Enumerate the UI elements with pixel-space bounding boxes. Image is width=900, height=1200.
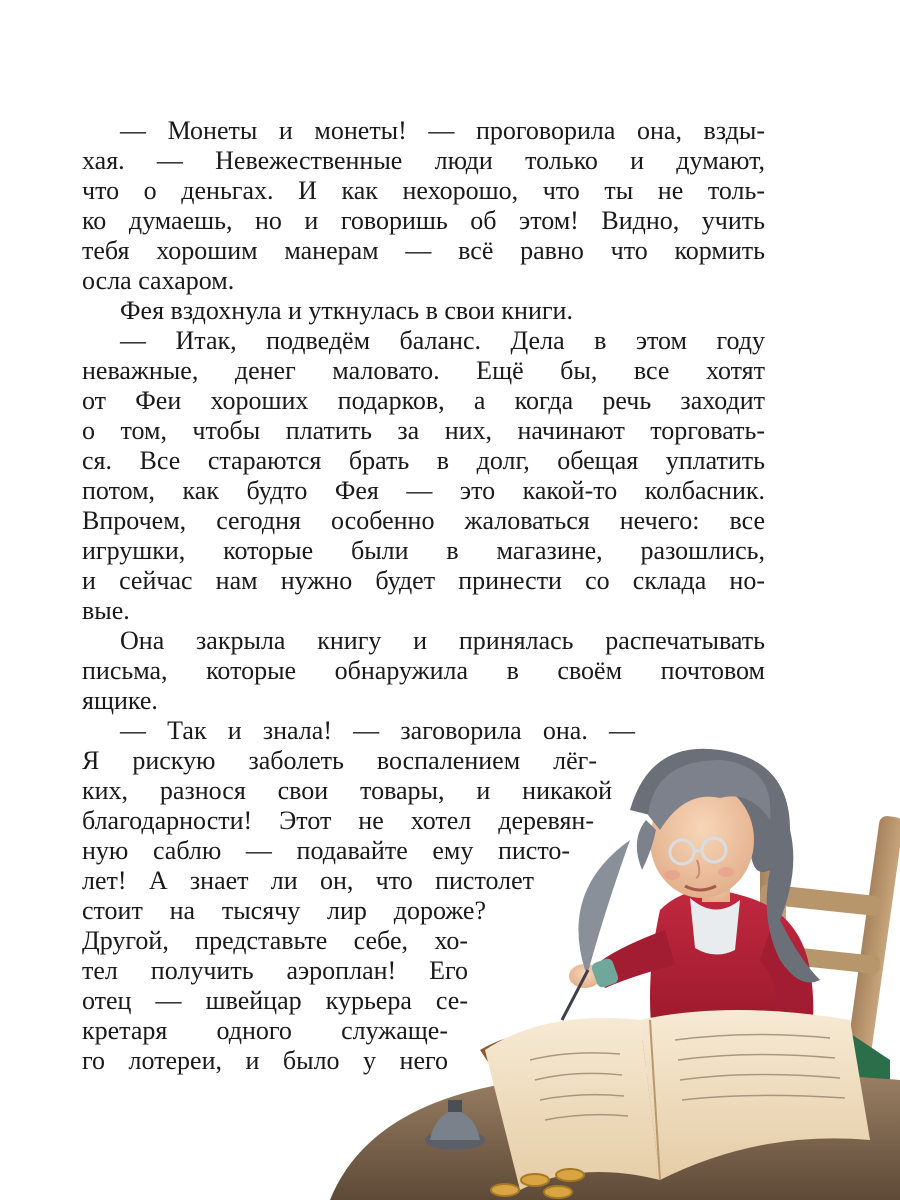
text-line: от Феи хороших подарков, а когда речь заходит	[82, 386, 765, 415]
text-line: тел получить аэроплан! Его	[82, 956, 468, 985]
text-line: игрушки, которые были в магазине, разошлись,	[82, 536, 765, 565]
text-line: лет! А знает ли он, что пистолет	[82, 866, 534, 895]
text-line: осла сахаром.	[82, 266, 235, 295]
quill-icon	[562, 840, 630, 1020]
text-line: хая. — Невежественные люди только и думают,	[82, 146, 765, 175]
text-line: неважные, денег маловато. Ещё бы, все хотят	[82, 356, 765, 385]
text-line: письма, которые обнаружила в своём почтовом	[82, 656, 765, 685]
text-line: Я рискую заболеть воспалением лёг-	[82, 746, 597, 775]
text-line: Другой, представьте себе, хо-	[82, 926, 468, 955]
text-line: ящике.	[82, 686, 158, 715]
text-line: ко думаешь, но и говоришь об этом! Видно, учить	[82, 206, 765, 235]
text-line: Она закрыла книгу и принялась распечатывать	[120, 626, 765, 655]
text-line: — Так и знала! — заговорила она. —	[120, 716, 635, 745]
text-line: ких, разнося свои товары, и никакой	[82, 776, 612, 805]
text-line: го лотереи, и было у него	[82, 1046, 448, 1075]
text-line: стоит на тысячу лир дороже?	[82, 896, 486, 925]
text-line: кретаря одного служаще-	[82, 1016, 448, 1045]
text-line: Впрочем, сегодня особенно жаловаться нечего: все	[82, 506, 765, 535]
text-line: благодарности! Этот не хотел деревян-	[82, 806, 594, 835]
text-line: вые.	[82, 596, 130, 625]
fairy-with-quill-and-ledger-illustration	[330, 720, 900, 1200]
text-line: — Итак, подведём баланс. Дела в этом году	[120, 326, 765, 355]
text-line: и сейчас нам нужно будет принести со склада но-	[82, 566, 765, 595]
text-line: Фея вздохнула и уткнулась в свои книги.	[120, 296, 573, 325]
text-line: потом, как будто Фея — это какой-то колбасник.	[82, 476, 765, 505]
text-line: что о деньгах. И как нехорошо, что ты не толь-	[82, 176, 765, 205]
text-line: ную саблю — подавайте ему писто-	[82, 836, 570, 865]
text-line: отец — швейцар курьера се-	[82, 986, 468, 1015]
text-line: тебя хорошим манерам — всё равно что кормить	[82, 236, 765, 265]
text-line: о том, чтобы платить за них, начинают торговать-	[82, 416, 765, 445]
text-line: ся. Все стараются брать в долг, обещая уплатить	[82, 446, 765, 475]
text-line: — Монеты и монеты! — проговорила она, взды-	[120, 116, 765, 145]
